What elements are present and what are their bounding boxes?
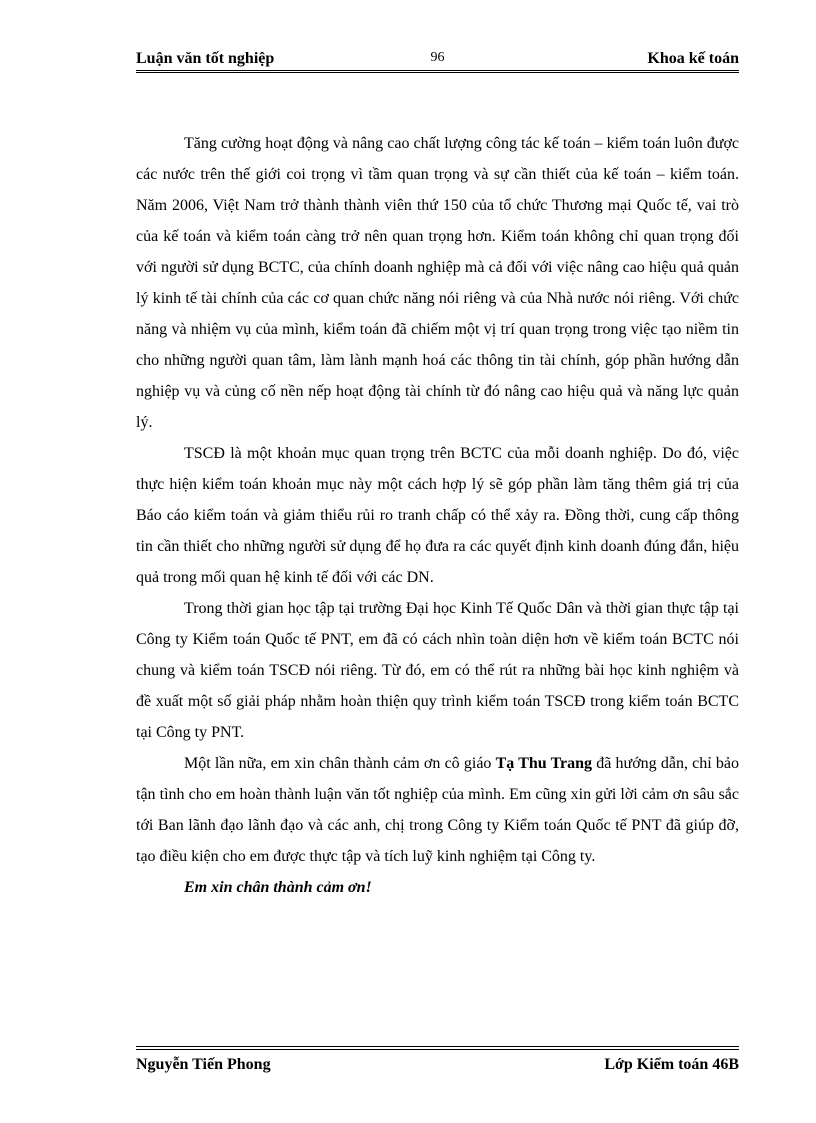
footer-class: Lớp Kiểm toán 46B: [604, 1056, 739, 1073]
paragraph-1: Tăng cường hoạt động và nâng cao chất lượng công tác kế toán – kiểm toán luôn được các nước trên thế giới coi trọng vì tầm quan trọng và sự cần thiết của kế toán – kiểm toán. Năm 2006, Việt Nam trở thành thành viên thứ 150 của tổ chức Thương mại Quốc tế, vai trò của kế toán và kiểm toán càng trở nên quan trọng hơn. Kiểm toán không chỉ quan trọng đối với người sử dụng BCTC, của chính doanh nghiệp mà cả đối với việc nâng cao hiệu quả quản lý kinh tế tài chính của các cơ quan chức năng nói riêng và của Nhà nước nói riêng. Với chức năng và nhiệm vụ của mình, kiểm toán đã chiếm một vị trí quan trọng trong việc tạo niềm tin cho những người quan tâm, làm lành mạnh hoá các thông tin tài chính, góp phần hướng dẫn nghiệp vụ và củng cố nền nếp hoạt động tài chính từ đó nâng cao hiệu quả và năng lực quản lý.: [136, 135, 739, 431]
page-number: 96: [430, 50, 445, 65]
header-thesis-title: Luận văn tốt nghiệp: [136, 50, 275, 67]
page-body: [136, 128, 739, 903]
paragraph-4-rest: đã hướng dẫn, chỉ bảo tận tình cho em hoàn thành luận văn tốt nghiệp của mình. Em cũng xin gửi lời cảm ơn sâu sắc tới Ban lãnh đạo lãnh đạo và các anh, chị trong Công ty Kiểm toán Quốc tế PNT đã giúp đỡ, tạo điều kiện cho em được thực tập và tích luỹ kinh nghiệm tại Công ty.: [136, 755, 740, 865]
header-department: Khoa kế toán: [647, 50, 739, 67]
paragraph-4: [136, 748, 739, 872]
paragraph-4-lead: Một lần nữa, em xin chân thành cảm ơn cô giáo: [184, 755, 496, 772]
paragraph-3: Trong thời gian học tập tại trường Đại học Kinh Tế Quốc Dân và thời gian thực tập tại Công ty Kiểm toán Quốc tế PNT, em đã có cách nhìn toàn diện hơn về kiểm toán BCTC nói chung và kiểm toán TSCĐ nói riêng. Từ đó, em có thể rút ra những bài học kinh nghiệm và đề xuất một số giải pháp nhằm hoàn thiện quy trình kiểm toán TSCĐ trong kiểm toán BCTC tại Công ty PNT.: [136, 600, 739, 741]
paragraph-2: TSCĐ là một khoản mục quan trọng trên BCTC của mỗi doanh nghiệp. Do đó, việc thực hiện kiểm toán khoản mục này một cách hợp lý sẽ góp phần làm tăng thêm giá trị của Báo cáo kiểm toán và giảm thiểu rủi ro tranh chấp có thể xảy ra. Đồng thời, cung cấp thông tin cần thiết cho những người sử dụng để họ đưa ra các quyết định kinh doanh đúng đắn, hiệu quả trong mối quan hệ kinh tế đối với các DN.: [136, 445, 739, 586]
advisor-name: Tạ Thu Trang: [495, 755, 593, 772]
closing-line: Em xin chân thành cảm ơn!: [184, 879, 372, 896]
header-rule: [136, 70, 739, 73]
page-header: [136, 48, 739, 70]
footer-rule: [136, 1046, 739, 1050]
footer-author: Nguyễn Tiến Phong: [136, 1056, 271, 1073]
page-footer: [136, 1054, 739, 1078]
